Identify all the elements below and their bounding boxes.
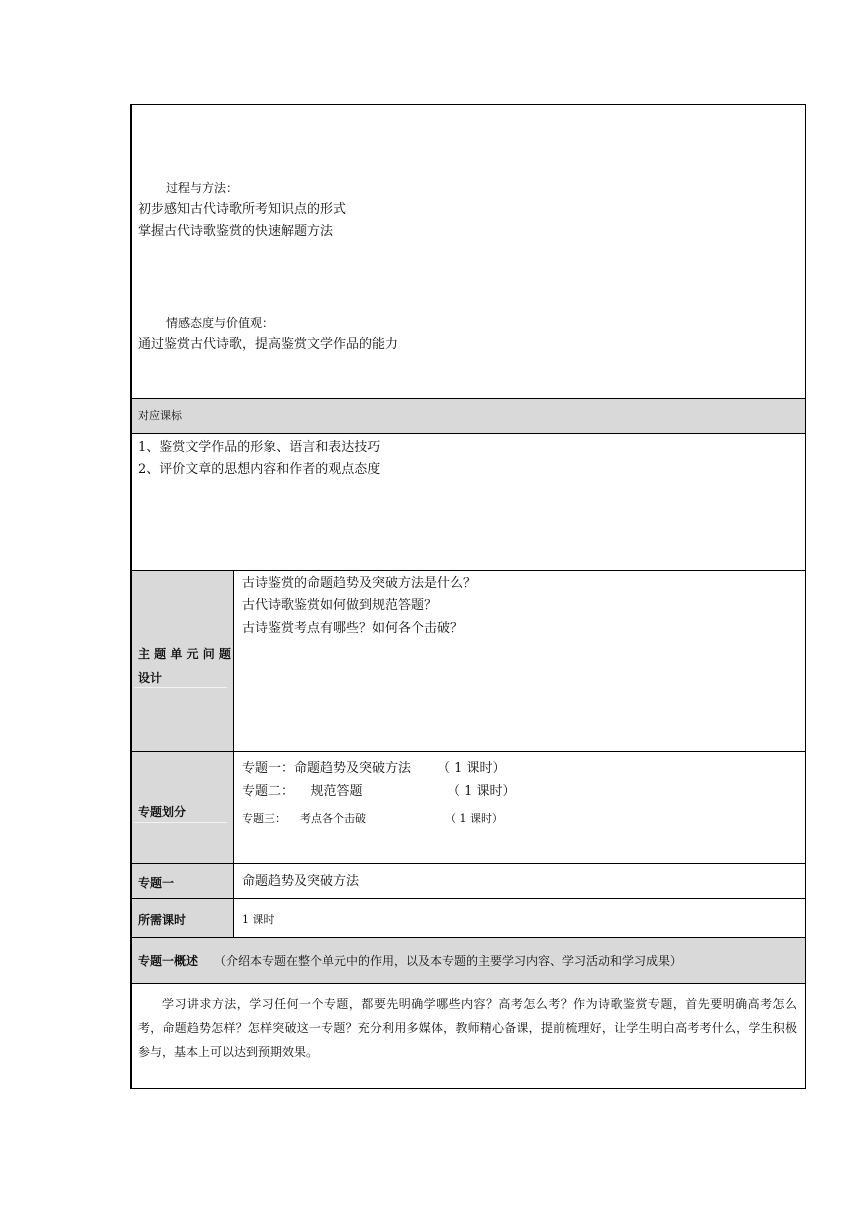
standard-item: 1、鉴赏文学作品的形象、语言和表达技巧 [138, 440, 381, 455]
topic-hours: （ 1 课时） [447, 784, 516, 799]
process-item: 掌握古代诗歌鉴赏的快速解题方法 [138, 224, 334, 239]
topic-one-value-text: 命题趋势及突破方法 [242, 874, 360, 889]
topic-division-row [132, 752, 805, 864]
hours-needed-value [234, 899, 805, 937]
topic-one-value [234, 864, 805, 898]
process-item: 初步感知古代诗歌所考知识点的形式 [138, 202, 347, 217]
hours-needed-row [132, 899, 805, 938]
topic-one-label-text: 专题一 [138, 876, 175, 890]
standards-header-row [132, 399, 805, 434]
topic-division-label [132, 752, 234, 863]
topic-hours: （ 1 课时） [437, 761, 506, 776]
overview-header-row [132, 938, 805, 984]
emotion-heading: 情感态度与价值观： [166, 316, 275, 330]
topic-division-value [234, 752, 805, 863]
standards-cell [132, 434, 805, 571]
topic-name: 专题三： 考点各个击破 [242, 812, 366, 825]
theme-questions-value [234, 571, 805, 751]
overview-label: 专题一概述 [138, 954, 199, 968]
theme-questions-row [132, 571, 805, 752]
overview-note: （介绍本专题在整个单元中的作用，以及本专题的主要学习内容、学习活动和学习成果） [214, 954, 683, 968]
topic-one-row [132, 864, 805, 899]
overview-text: 学习讲求方法，学习任何一个专题，都要先明确学哪些内容？高考怎么考？作为诗歌鉴赏专题，首先要明确高考怎么考，命题趋势怎样？怎样突破这一专题？充分利用多媒体，教师精心备课，提前梳理好，让学生明白高考考什么，学生积极参与，基本上可以达到预期效果。 [138, 997, 797, 1059]
hours-needed-label-text: 所需课时 [138, 913, 187, 927]
overview-text-row [132, 984, 805, 1088]
topic-one-label [132, 864, 234, 898]
hours-needed-value-text: 1 课时 [242, 913, 275, 926]
topic-name: 专题一：命题趋势及突破方法 [242, 761, 412, 776]
topic-division-label-text: 专题划分 [138, 805, 187, 819]
theme-questions-label-line1: 主 题 单 元 问 题 [138, 647, 231, 661]
emotion-item: 通过鉴赏古代诗歌，提高鉴赏文学作品的能力 [138, 337, 399, 352]
lesson-plan-table [130, 104, 806, 1089]
topic-name: 专题二： 规范答题 [242, 784, 363, 799]
question-item: 古代诗歌鉴赏如何做到规范答题？ [242, 598, 438, 613]
question-item: 古诗鉴赏的命题趋势及突破方法是什么？ [242, 576, 477, 591]
hours-needed-label [132, 899, 234, 937]
standards-header: 对应课标 [138, 409, 182, 422]
process-heading: 过程与方法： [166, 181, 239, 195]
topic-hours: （ 1 课时） [445, 812, 503, 825]
standard-item: 2、评价文章的思想内容和作者的观点态度 [138, 462, 381, 477]
theme-questions-label-line2: 设计 [138, 671, 163, 685]
objectives-cell [132, 105, 805, 399]
question-item: 古诗鉴赏考点有哪些？如何各个击破？ [242, 621, 464, 636]
theme-questions-label [132, 571, 234, 751]
